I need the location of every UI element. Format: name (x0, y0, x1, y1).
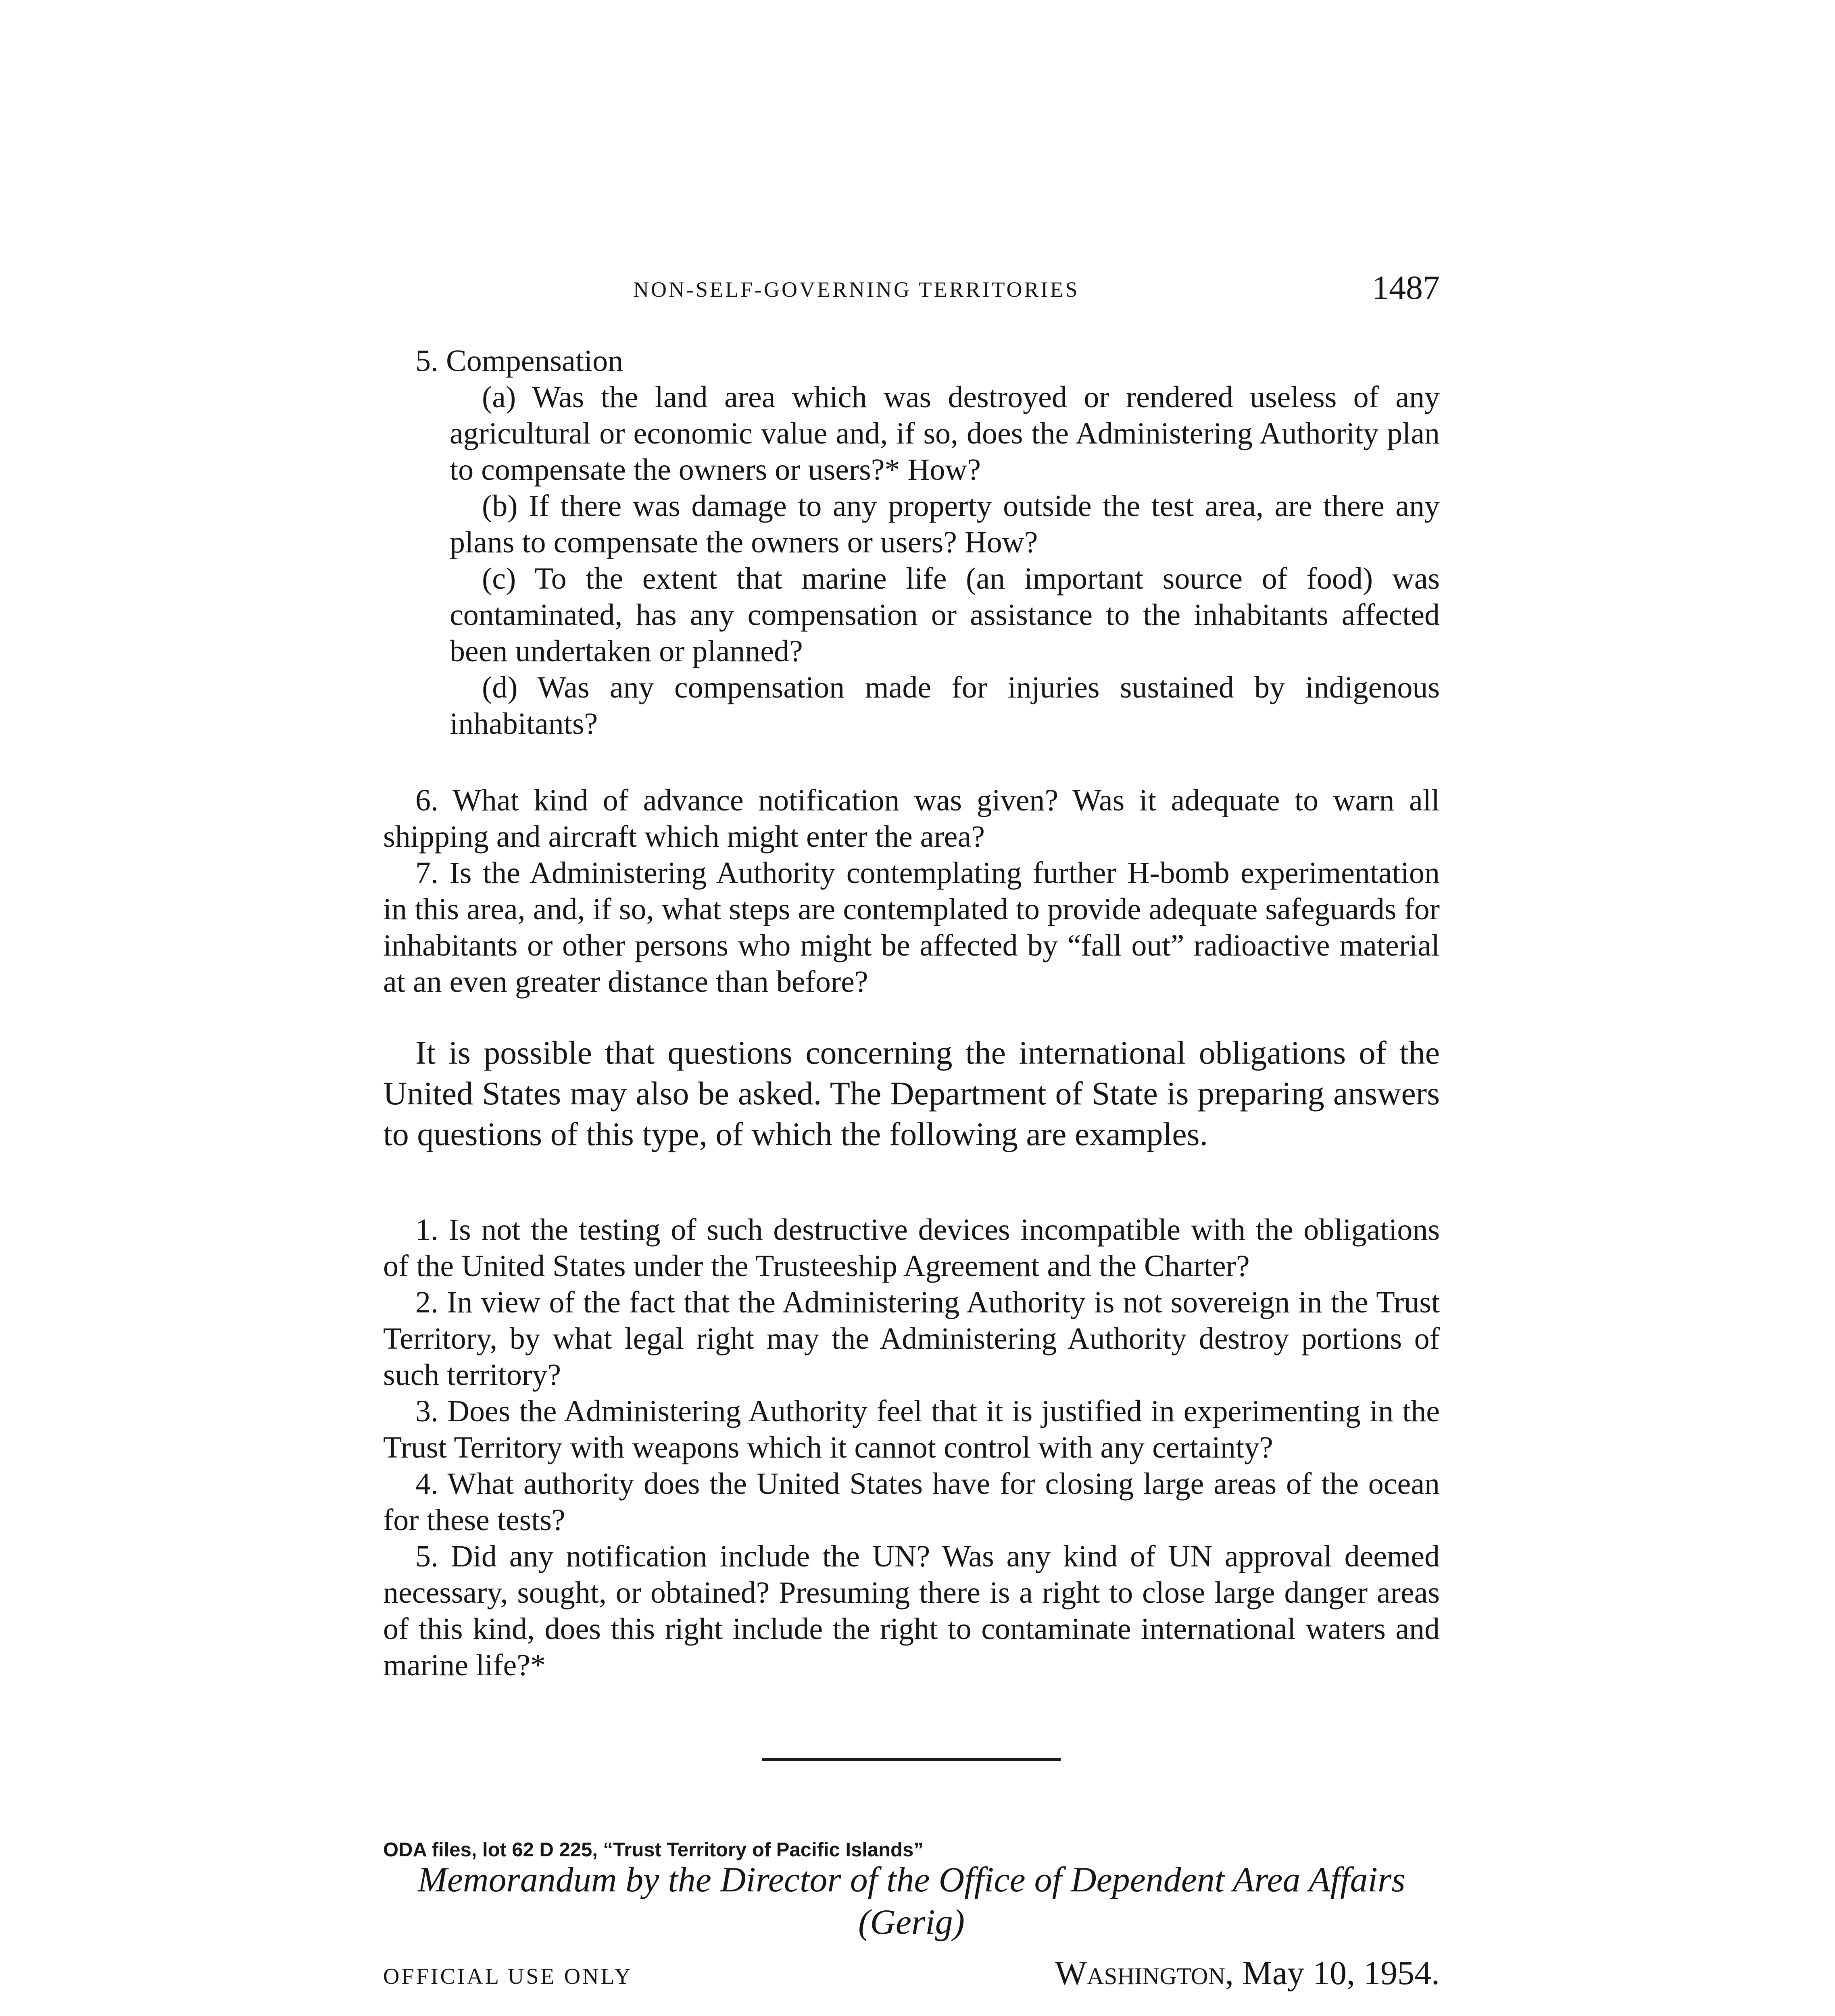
intl-question-3: 3. Does the Administering Authority feel that it is justified in experimenting in the Trust Territory with weapons which it cannot control with any certainty? (383, 1394, 1440, 1464)
memo-title (383, 1859, 1440, 1943)
classification-label: OFFICIAL USE ONLY (383, 1964, 633, 1989)
compensation-item-b: (b) If there was damage to any property outside the test area, are there any plans to compensate the owners or users? How? (450, 489, 1440, 559)
compensation-item-d: (d) Was any compensation made for injuries sustained by indigenous inhabitants? (450, 671, 1440, 741)
question-7: 7. Is the Administering Authority contemplating further H-bomb experimentation in this area, and, if so, what steps are contemplated to provide adequate safeguards for inhabitants or other persons who might be affected by “fall out” radioactive material at an even greater distance than before? (383, 856, 1440, 999)
running-header (383, 268, 1440, 312)
source-citation: ODA files, lot 62 D 225, “Trust Territory of Pacific Islands” (383, 1839, 924, 1861)
memo-title-author: (Gerig) (858, 1903, 965, 1942)
intl-questions (383, 1212, 1440, 1683)
question-6: 6. What kind of advance notification was given? Was it adequate to warn all shipping and aircraft which might enter the area? (383, 783, 1440, 854)
memo-title-line: Memorandum by the Director of the Office of Dependent Area Affairs (417, 1860, 1405, 1899)
compensation-section (383, 343, 1440, 742)
notification-questions (383, 782, 1440, 1000)
intl-question-5: 5. Did any notification include the UN? Was any kind of UN approval deemed necessary, sought, or obtained? Presuming there is a right to close large danger areas of this kind, does this right include the right to contaminate international waters and marine life?* (383, 1539, 1440, 1682)
compensation-item-c: (c) To the extent that marine life (an important source of food) was contaminated, has any compensation or assistance to the inhabitants affected been undertaken or planned? (450, 562, 1440, 668)
intl-question-1: 1. Is not the testing of such destructive devices incompatible with the obligations of the United States under the Trusteeship Agreement and the Charter? (383, 1213, 1440, 1283)
compensation-heading: 5. Compensation (415, 344, 623, 378)
running-title: NON-SELF-GOVERNING TERRITORIES (633, 277, 1080, 302)
page-number: 1487 (1372, 269, 1440, 306)
dateline-place: Washington (1055, 1954, 1226, 1992)
section-divider (762, 1758, 1061, 1761)
intl-question-2: 2. In view of the fact that the Administering Authority is not sovereign in the Trust Territory, by what legal right may the Administering Authority destroy portions of such territory? (383, 1285, 1440, 1392)
intl-question-4: 4. What authority does the United States have for closing large areas of the ocean for these tests? (383, 1467, 1440, 1537)
intro-section (383, 1032, 1440, 1154)
dateline-date: , May 10, 1954. (1225, 1954, 1440, 1992)
intro-paragraph: It is possible that questions concerning the international obligations of the United States may also be asked. The Department of State is preparing answers to questions of this type, of which the following are examples. (383, 1034, 1440, 1152)
dateline (1055, 1954, 1440, 1993)
compensation-item-a: (a) Was the land area which was destroyed or rendered useless of any agricultural or economic value and, if so, does the Administering Authority plan to compensate the owners or users?* How? (450, 380, 1440, 487)
